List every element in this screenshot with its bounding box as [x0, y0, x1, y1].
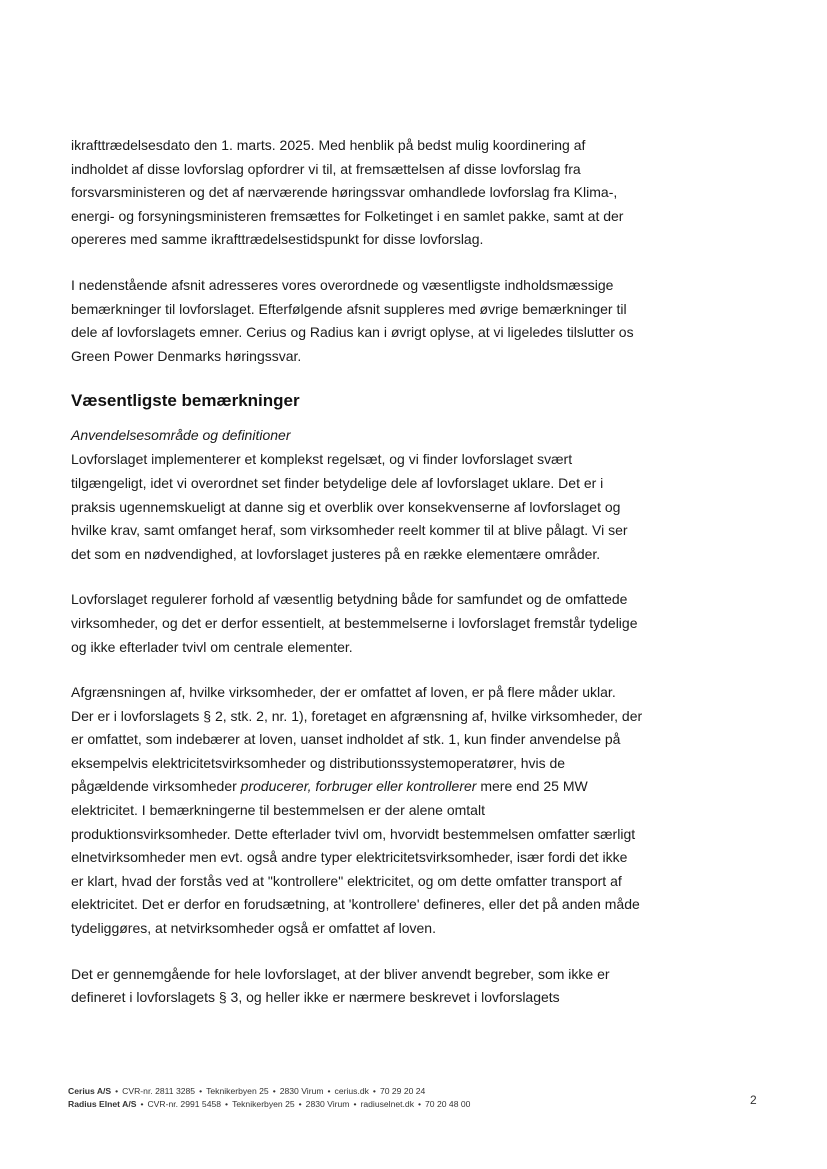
- text-fragment: pågældende virksomheder: [71, 778, 241, 795]
- bullet-separator: •: [272, 1086, 276, 1096]
- footer-city: 2830 Virum: [279, 1086, 324, 1096]
- paragraph-coordination: [71, 134, 671, 252]
- text-line: er omfattet, som indebærer at loven, uanset indholdet af stk. 1, kun finder anvendelse på: [71, 731, 621, 748]
- text-line: er klart, hvad der forstås ved at "kontrollere" elektricitet, og om dette omfatter transport af: [71, 872, 622, 889]
- bullet-separator: •: [327, 1086, 331, 1096]
- text-line: virksomheder, og det er derfor essentielt, at bestemmelserne i lovforslaget fremstår tydelige: [71, 614, 638, 631]
- text-line: praksis ugennemskueligt at danne sig et overblik over konsekvenserne af lovforslaget og: [71, 498, 621, 515]
- bullet-separator: •: [353, 1099, 357, 1109]
- footer-website: cerius.dk: [334, 1086, 369, 1096]
- text-line: opereres med samme ikrafttrædelsestidspunkt for disse lovforslag.: [71, 231, 484, 248]
- footer-phone: 70 20 48 00: [425, 1099, 471, 1109]
- paragraph-terminology: [71, 963, 671, 1010]
- bullet-separator: •: [140, 1099, 144, 1109]
- text-line: forsvarsministeren og det af nærværende høringssvar omhandlede lovforslag fra Klima-,: [71, 184, 618, 201]
- text-line: tilgængeligt, idet vi overordnet set finder betydelige dele af lovforslaget uklare. Det er i: [71, 474, 604, 491]
- text-line: Der er i lovforslagets § 2, stk. 2, nr. 1), foretaget en afgrænsning af, hvilke virksomheder, der: [71, 707, 643, 724]
- footer-address: Teknikerbyen 25: [206, 1086, 269, 1096]
- text-line: dele af lovforslagets emner. Cerius og Radius kan i øvrigt oplyse, at vi ligeledes tilslutter os: [71, 324, 634, 341]
- bullet-separator: •: [225, 1099, 229, 1109]
- text-line: elnetvirksomheder men evt. også andre typer elektricitetsvirksomheder, især fordi det ikke: [71, 849, 628, 866]
- text-line: indholdet af disse lovforslag opfordrer vi til, at fremsættelsen af disse lovforslag fra: [71, 160, 581, 177]
- paragraph-complexity: [71, 448, 671, 566]
- subsection-heading: Anvendelsesområde og definitioner: [71, 427, 291, 444]
- footer-line-cerius: [68, 1085, 470, 1098]
- text-line: tydeliggøres, at netvirksomheder også er omfattet af loven.: [71, 920, 436, 937]
- text-line: Det er gennemgående for hele lovforslaget, at der bliver anvendt begreber, som ikke er: [71, 965, 610, 982]
- bullet-separator: •: [372, 1086, 376, 1096]
- text-line: produktionsvirksomheder. Dette efterlader tvivl om, hvorvidt bestemmelsen omfatter særligt: [71, 825, 636, 842]
- text-line: energi- og forsyningsministeren fremsættes for Folketinget i en samlet pakke, samt at der: [71, 207, 624, 224]
- page-number: 2: [750, 1093, 757, 1107]
- footer-line-radius: [68, 1098, 470, 1111]
- text-line: bemærkninger til lovforslaget. Efterfølgende afsnit suppleres med øvrige bemærkninger til: [71, 300, 627, 317]
- footer-cvr: CVR-nr. 2991 5458: [147, 1099, 222, 1109]
- text-line: ikrafttrædelsesdato den 1. marts. 2025. Med henblik på bedst mulig koordinering af: [71, 137, 586, 153]
- text-line: Lovforslaget implementerer et komplekst regelsæt, og vi finder lovforslaget svært: [71, 451, 573, 468]
- footer-address: Teknikerbyen 25: [232, 1099, 295, 1109]
- text-fragment: mere end 25 MW: [476, 778, 588, 795]
- paragraph-scope: [71, 681, 671, 941]
- text-line: elektricitet. Det er derfor en forudsætning, at 'kontrollere' defineres, eller det på anden måde: [71, 896, 640, 913]
- text-line: Lovforslaget regulerer forhold af væsentlig betydning både for samfundet og de omfattede: [71, 591, 628, 608]
- footer-phone: 70 29 20 24: [379, 1086, 426, 1096]
- footer-company: Radius Elnet A/S: [68, 1099, 137, 1109]
- text-line: og ikke efterlader tvivl om centrale elementer.: [71, 638, 353, 655]
- bullet-separator: •: [298, 1099, 302, 1109]
- text-line-mixed: [71, 775, 671, 799]
- bullet-separator: •: [418, 1099, 422, 1109]
- paragraph-overview: [71, 274, 671, 368]
- bullet-separator: •: [199, 1086, 203, 1096]
- document-body: [71, 134, 671, 1032]
- paragraph-significance: [71, 588, 671, 659]
- text-line: I nedenstående afsnit adresseres vores overordnede og væsentligste indholdsmæssige: [71, 276, 614, 293]
- italic-emphasis: producerer, forbruger eller kontrollerer: [240, 778, 477, 795]
- text-line: det som en nødvendighed, at lovforslaget justeres på en række elementære områder.: [71, 545, 601, 562]
- text-line: defineret i lovforslagets § 3, og heller ikke er nærmere beskrevet i lovforslagets: [71, 989, 560, 1006]
- footer-cvr: CVR-nr. 2811 3285: [122, 1086, 196, 1096]
- footer-website: radiuselnet.dk: [360, 1099, 414, 1109]
- bullet-separator: •: [115, 1086, 119, 1096]
- text-line: Afgrænsningen af, hvilke virksomheder, der er omfattet af loven, er på flere måder uklar.: [71, 684, 616, 701]
- text-line: eksempelvis elektricitetsvirksomheder og distributionssystemoperatører, hvis de: [71, 754, 566, 771]
- page-footer: [68, 1085, 470, 1111]
- text-line: Green Power Denmarks høringssvar.: [71, 347, 302, 364]
- section-heading: Væsentligste bemærkninger: [71, 391, 300, 411]
- footer-city: 2830 Virum: [305, 1099, 350, 1109]
- footer-company: Cerius A/S: [68, 1086, 112, 1096]
- text-line: elektricitet. I bemærkningerne til bestemmelsen er der alene omtalt: [71, 802, 485, 819]
- text-line: hvilke krav, samt omfanget heraf, som virksomheder reelt kommer til at blive pålagt. Vi ser: [71, 522, 628, 539]
